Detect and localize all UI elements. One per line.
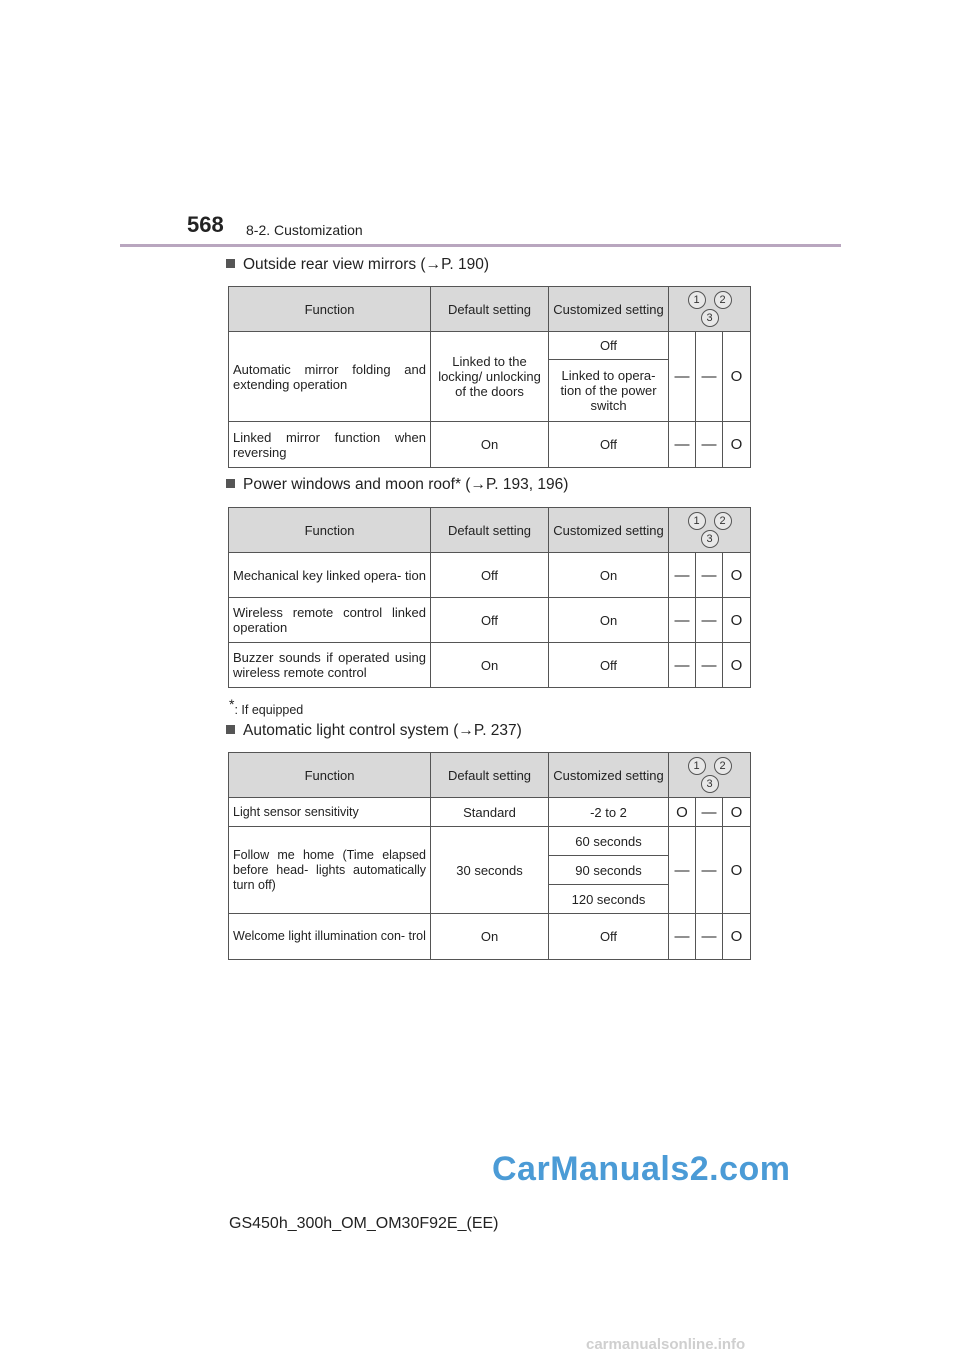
mode-1-cell: —	[669, 827, 696, 914]
mode-1-cell: —	[669, 422, 696, 468]
mode-2-cell: —	[696, 827, 723, 914]
function-cell: Light sensor sensitivity	[229, 798, 431, 827]
function-cell: Welcome light illumination con- trol	[229, 914, 431, 960]
watermark-carmanuals2: CarManuals2.com	[492, 1150, 791, 1188]
mode-2-cell: —	[696, 643, 723, 688]
custom-cell: On	[549, 553, 669, 598]
square-bullet-icon	[226, 725, 235, 734]
square-bullet-icon	[226, 479, 235, 488]
default-cell: On	[431, 643, 549, 688]
custom-cell: 60 seconds	[549, 827, 669, 856]
table-row	[229, 798, 751, 827]
custom-cell: Linked to opera- tion of the power switch	[549, 360, 669, 422]
default-cell: Standard	[431, 798, 549, 827]
header-divider	[120, 244, 841, 247]
table-header-row	[229, 753, 751, 798]
col-modes	[669, 287, 751, 332]
custom-cell: Off	[549, 332, 669, 360]
mode-3-cell: O	[723, 798, 751, 827]
col-default: Default setting	[431, 753, 549, 798]
page-number: 568	[187, 212, 224, 237]
manual-code: GS450h_300h_OM_OM30F92E_(EE)	[229, 1215, 499, 1232]
mode-1-cell: —	[669, 643, 696, 688]
mode-3-cell: O	[723, 827, 751, 914]
mode-3-cell: O	[723, 914, 751, 960]
mode-1-icon: 1	[688, 757, 706, 775]
table-row	[229, 332, 751, 360]
mode-3-icon: 3	[701, 309, 719, 327]
mode-2-cell: —	[696, 914, 723, 960]
function-cell: Linked mirror function when reversing	[229, 422, 431, 468]
mode-1-cell: —	[669, 914, 696, 960]
mode-3-icon: 3	[701, 775, 719, 793]
col-function: Function	[229, 287, 431, 332]
mode-2-cell: —	[696, 798, 723, 827]
table-header-row	[229, 287, 751, 332]
custom-cell: On	[549, 598, 669, 643]
section-title-light-control: Automatic light control system (→P. 237)	[226, 722, 522, 740]
mode-2-cell: —	[696, 422, 723, 468]
mode-1-cell: —	[669, 598, 696, 643]
col-function: Function	[229, 508, 431, 553]
col-modes	[669, 508, 751, 553]
section-title-mirrors: Outside rear view mirrors (→P. 190)	[226, 256, 489, 274]
default-cell: Off	[431, 598, 549, 643]
mode-2-cell: —	[696, 332, 723, 422]
default-cell: On	[431, 914, 549, 960]
default-cell: On	[431, 422, 549, 468]
function-cell: Follow me home (Time elapsed before head- lights automatically turn off)	[229, 827, 431, 914]
page-header	[0, 0, 960, 250]
mode-1-icon: 1	[688, 512, 706, 530]
mode-1-icon: 1	[688, 291, 706, 309]
table-row	[229, 914, 751, 960]
mode-1-cell: —	[669, 332, 696, 422]
col-customized: Customized setting	[549, 287, 669, 332]
mode-3-cell: O	[723, 422, 751, 468]
table-row	[229, 598, 751, 643]
custom-cell: -2 to 2	[549, 798, 669, 827]
col-customized: Customized setting	[549, 753, 669, 798]
function-cell: Buzzer sounds if operated using wireless remote control	[229, 643, 431, 688]
default-cell: Off	[431, 553, 549, 598]
mode-2-icon: 2	[714, 512, 732, 530]
table-light-control	[228, 752, 751, 960]
footnote: *: If equipped	[229, 696, 304, 718]
section-title-power-windows: Power windows and moon roof* (→P. 193, 196)	[226, 476, 568, 494]
col-default: Default setting	[431, 508, 549, 553]
table-mirrors	[228, 286, 751, 468]
col-function: Function	[229, 753, 431, 798]
mode-1-cell: O	[669, 798, 696, 827]
mode-3-cell: O	[723, 553, 751, 598]
function-cell: Wireless remote control linked operation	[229, 598, 431, 643]
function-cell: Automatic mirror folding and extending operation	[229, 332, 431, 422]
default-cell: 30 seconds	[431, 827, 549, 914]
mode-3-cell: O	[723, 643, 751, 688]
custom-cell: 90 seconds	[549, 856, 669, 885]
mode-3-cell: O	[723, 598, 751, 643]
table-row	[229, 643, 751, 688]
custom-cell: Off	[549, 422, 669, 468]
custom-cell: Off	[549, 643, 669, 688]
mode-3-icon: 3	[701, 530, 719, 548]
custom-cell: Off	[549, 914, 669, 960]
table-row	[229, 422, 751, 468]
watermark-carmanualsonline: carmanualsonline.info	[586, 1336, 746, 1353]
table-power-windows	[228, 507, 751, 688]
square-bullet-icon	[226, 259, 235, 268]
col-default: Default setting	[431, 287, 549, 332]
table-header-row	[229, 508, 751, 553]
mode-2-icon: 2	[714, 291, 732, 309]
mode-1-cell: —	[669, 553, 696, 598]
col-modes	[669, 753, 751, 798]
mode-2-cell: —	[696, 553, 723, 598]
custom-cell: 120 seconds	[549, 885, 669, 914]
col-customized: Customized setting	[549, 508, 669, 553]
table-row	[229, 553, 751, 598]
mode-2-icon: 2	[714, 757, 732, 775]
mode-3-cell: O	[723, 332, 751, 422]
mode-2-cell: —	[696, 598, 723, 643]
chapter-title: 8-2. Customization	[246, 222, 363, 238]
function-cell: Mechanical key linked opera- tion	[229, 553, 431, 598]
default-cell: Linked to the locking/ unlocking of the doors	[431, 332, 549, 422]
table-row	[229, 827, 751, 856]
